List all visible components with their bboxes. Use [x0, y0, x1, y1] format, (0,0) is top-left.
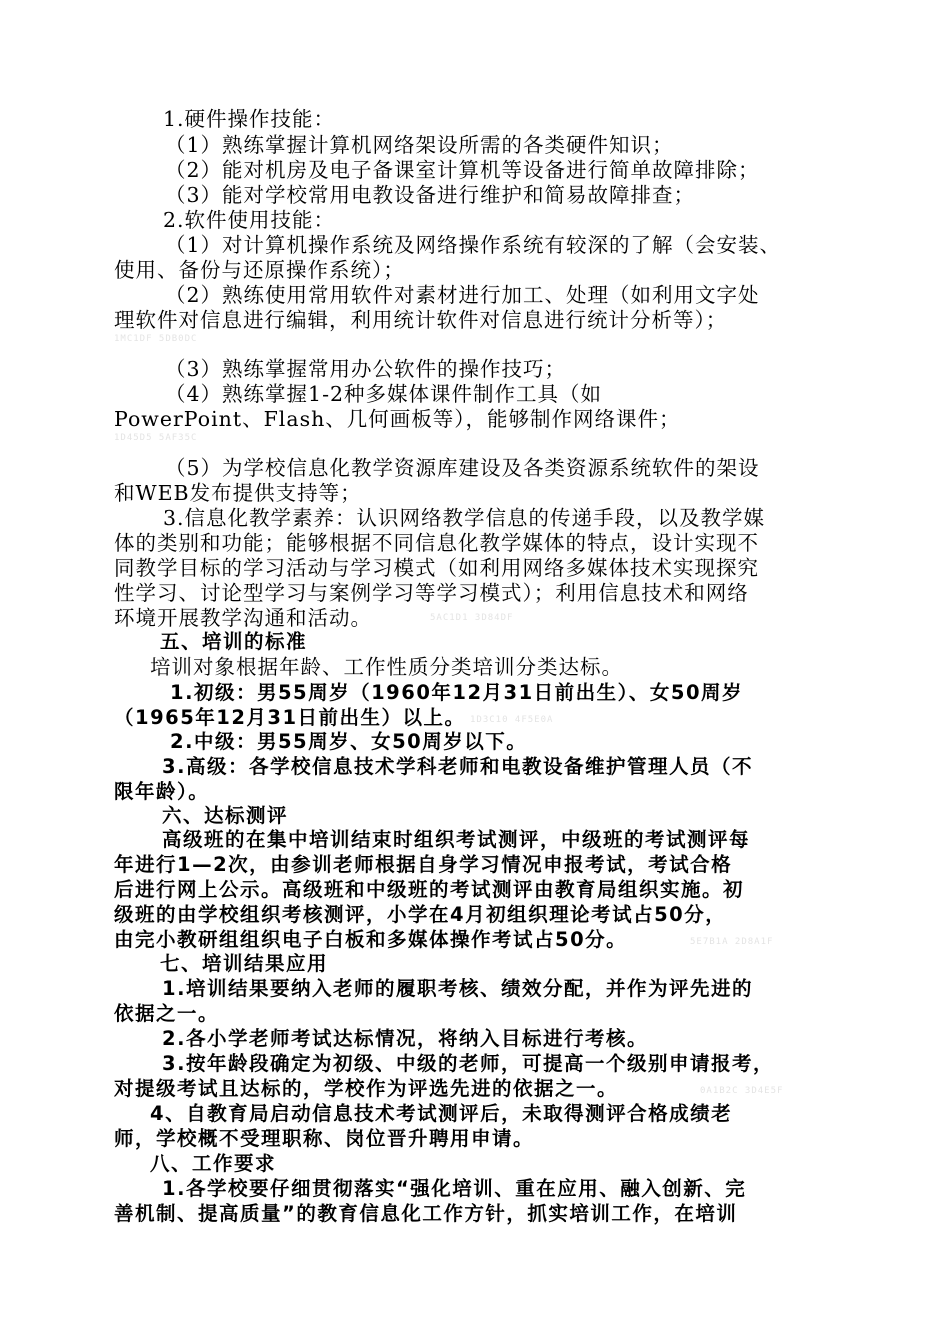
watermark-text: 0A1B2C 3D4E5F — [700, 1086, 784, 1096]
paragraph-line: 2.各小学老师考试达标情况，将纳入目标进行考核。 — [162, 1027, 648, 1050]
watermark-text: 1D45D5 5AF35C — [114, 433, 198, 443]
paragraph-line: 限年龄）。 — [114, 780, 210, 803]
paragraph-line: （2）熟练使用常用软件对素材进行加工、处理（如利用文字处 — [165, 283, 760, 307]
watermark-text: 5E7B1A 2D8A1F — [690, 937, 774, 947]
paragraph-line: 高级班的在集中培训结束时组织考试测评，中级班的考试测评每 — [162, 828, 751, 851]
paragraph-line: 4、自教育局启动信息技术考试测评后，未取得测评合格成绩老 — [150, 1102, 733, 1125]
paragraph-line: 1.初级：男55周岁（1960年12月31日前出生）、女50周岁 — [170, 681, 744, 704]
paragraph-line: PowerPoint、Flash、几何画板等），能够制作网络课件； — [114, 407, 681, 431]
watermark-text: 5AC1D1 3D84DF — [430, 613, 514, 623]
paragraph-line: （2）能对机房及电子备课室计算机等设备进行简单故障排除； — [165, 158, 760, 182]
paragraph-line: 对提级考试且达标的，学校作为评选先进的依据之一。 — [114, 1077, 619, 1100]
paragraph-line: 级班的由学校组织考核测评，小学在4月初组织理论考试占50分， — [114, 903, 727, 926]
paragraph-line: 师，学校概不受理职称、岗位晋升聘用申请。 — [114, 1127, 535, 1150]
paragraph-line: 2.软件使用技能： — [163, 208, 336, 232]
paragraph-line: 和WEB发布提供支持等； — [114, 481, 362, 505]
paragraph-line: 1.硬件操作技能： — [163, 107, 336, 131]
paragraph-line: 依据之一。 — [114, 1002, 220, 1025]
paragraph-line: （3）能对学校常用电教设备进行维护和简易故障排查； — [165, 183, 696, 207]
watermark-text: 1MC1DF 5DB0DC — [114, 334, 198, 344]
paragraph-line: 1.培训结果要纳入老师的履职考核、绩效分配，并作为评先进的 — [162, 977, 753, 1000]
paragraph-line: 由完小教研组组织电子白板和多媒体操作考试占50分。 — [114, 928, 628, 951]
section-heading: 六、达标测评 — [162, 804, 289, 827]
section-heading: 五、培训的标准 — [160, 630, 308, 653]
paragraph-line: （4）熟练掌握1-2种多媒体课件制作工具（如 — [165, 382, 603, 406]
paragraph-line: 理软件对信息进行编辑，利用统计软件对信息进行统计分析等）； — [114, 308, 728, 332]
paragraph-line: 1.各学校要仔细贯彻落实“强化培训、重在应用、融入创新、完 — [162, 1177, 747, 1200]
paragraph-line: （3）熟练掌握常用办公软件的操作技巧； — [165, 357, 567, 381]
paragraph-line: （1）对计算机操作系统及网络操作系统有较深的了解（会安装、 — [165, 233, 782, 257]
paragraph-line: 体的类别和功能；能够根据不同信息化教学媒体的特点，设计实现不 — [114, 531, 759, 555]
paragraph-line: （5）为学校信息化教学资源库建设及各类资源系统软件的架设 — [165, 456, 760, 480]
paragraph-line: 善机制、提高质量”的教育信息化工作方针，抓实培训工作，在培训 — [114, 1202, 738, 1225]
section-heading: 八、工作要求 — [150, 1152, 277, 1175]
watermark-text: 1D3C10 4F5E0A — [470, 715, 554, 725]
paragraph-line: 后进行网上公示。高级班和中级班的考试测评由教育局组织实施。初 — [114, 878, 745, 901]
paragraph-line: （1965年12月31日前出生）以上。 — [114, 706, 466, 729]
paragraph-line: 同教学目标的学习活动与学习模式（如利用网络多媒体技术实现探究 — [114, 556, 759, 580]
paragraph-line: 环境开展教学沟通和活动。 — [114, 606, 372, 630]
paragraph-line: 3.高级：各学校信息技术学科老师和电教设备维护管理人员（不 — [162, 755, 753, 778]
paragraph-line: 性学习、讨论型学习与案例学习等学习模式）；利用信息技术和网络 — [114, 581, 749, 605]
paragraph-line: 3.按年龄段确定为初级、中级的老师，可提高一个级别申请报考， — [162, 1052, 774, 1075]
paragraph-line: 3.信息化教学素养：认识网络教学信息的传递手段，以及教学媒 — [163, 506, 766, 530]
paragraph-line: （1）熟练掌握计算机网络架设所需的各类硬件知识； — [165, 133, 674, 157]
paragraph-line: 年进行1—2次，由参训老师根据自身学习情况申报考试，考试合格 — [114, 853, 733, 876]
paragraph-line: 2.中级：男55周岁、女50周岁以下。 — [170, 730, 528, 753]
section-heading: 七、培训结果应用 — [160, 952, 329, 975]
paragraph-line: 使用、备份与还原操作系统）； — [114, 258, 405, 282]
paragraph-line: 培训对象根据年龄、工作性质分类培训分类达标。 — [150, 655, 623, 679]
